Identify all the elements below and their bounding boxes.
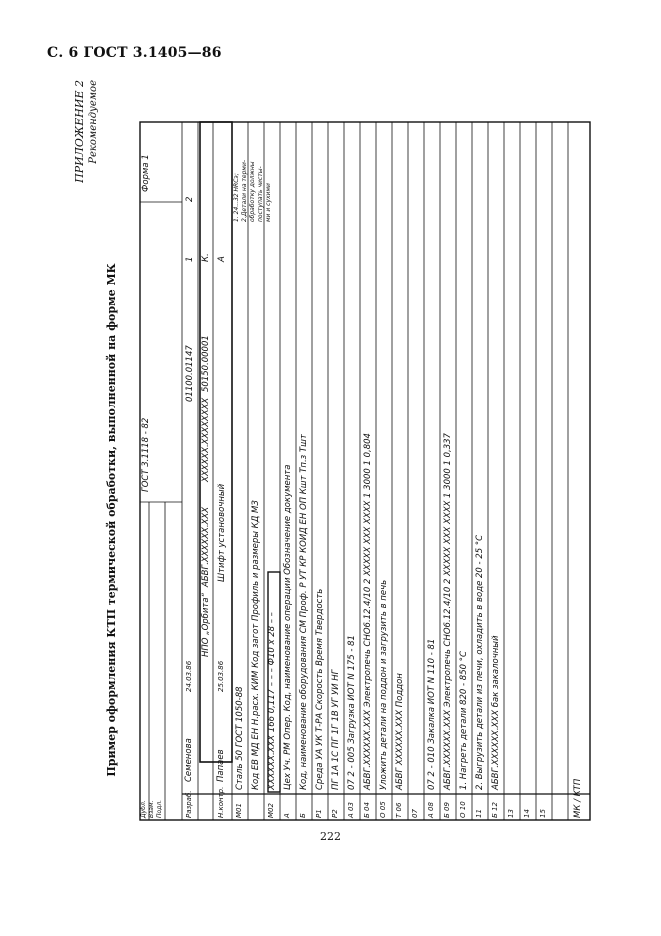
nkontr-label: Н.контр. (217, 786, 225, 818)
nkontr-date: 25.03.86 (217, 660, 225, 692)
note-line: 2.Детали на терми- (241, 159, 248, 222)
row-label: А 08 (427, 802, 435, 818)
row-label: Р1 (315, 809, 323, 818)
sheet-number: 2 (185, 196, 195, 202)
appendix-title: ПРИЛОЖЕНИЕ 2 (73, 80, 86, 183)
row-label: А (283, 813, 291, 818)
row-text: АБВГ ХХХХХХ.ХХХ Поддон (395, 673, 405, 790)
row-text: Уложить детали на поддон и загрузить в печь (379, 579, 389, 790)
page-number: 222 (320, 830, 341, 843)
detail-name: Штифт установочный (217, 483, 227, 582)
appendix-note: Рекомендуемое (88, 80, 99, 164)
row-label: Б (299, 813, 307, 818)
razrab-name: Семенова (184, 738, 194, 782)
doc-code2: ХХХХХХ.ХХХХХХХХ (201, 397, 211, 482)
stamp-label: Взам. (148, 800, 155, 818)
razrab-date: 24.03.86 (185, 660, 193, 692)
row-label: Б 12 (491, 802, 499, 818)
row-text: АБВГ.ХХХХХХ.ХХХ бак закалочный (491, 635, 501, 790)
appendix-label (73, 80, 105, 230)
row-label: Р2 (331, 809, 339, 818)
route-card-form (138, 120, 592, 822)
row-text: 07 2 - 010 Закалка ИОТ N 110 - 81 (427, 638, 437, 790)
stamp-label: Дубл. (140, 800, 147, 818)
row-label: О 10 (459, 801, 467, 818)
row-label: 13 (507, 809, 515, 818)
code4: 50150.00001 (201, 335, 211, 392)
row-text: ПГ 1А 1С ПГ 1Г 1В УГ УИ НГ (331, 669, 341, 790)
row-text: Среда УА УК Т-РА Скорость Время Твердость (315, 588, 325, 790)
row-text: АБВГ.ХХХХХХ.ХХХ Электропечь СНО6.12.4/10 2 ХХХХХ ХХХ ХХХХ 1 3000 1 0,804 (363, 433, 373, 790)
row-label: Т 06 (395, 802, 403, 818)
note-line: ми и сухими (265, 183, 272, 222)
k-label: К. (201, 253, 211, 262)
note-line: обработку должны (249, 161, 256, 222)
row-label: М02 (267, 803, 275, 818)
org-name: НПО „Орбита“ (201, 593, 211, 657)
row-text: Код, наименование оборудования СМ Проф. Р УТ КР КОИД ЕН ОП Кшт Тп.з Тшт (299, 434, 309, 790)
row-text: Цех Уч. РМ Опер. Код, наименование операции Обозначение документа (283, 464, 293, 790)
row-text: 2. Выгрузить детали из печи, охладить в воде 20 - 25 °С (475, 534, 485, 790)
razrab-label: Разраб. (185, 790, 193, 818)
nkontr-name: Папаев (216, 749, 226, 782)
caption-text: Пример оформления КТП термической обработки, выполненной на форме МК (105, 263, 118, 777)
row-label: Б 09 (443, 802, 451, 818)
note-line: 1. 24...32 HRCэ; (233, 173, 240, 222)
row-label: А 03 (347, 802, 355, 818)
doc-code: АБВГ.ХХХХХХ.ХХХ (201, 506, 211, 587)
form-footer: МК / КТП (573, 778, 583, 818)
row-label: М01 (235, 803, 243, 818)
row-text: 07 2 - 005 Загрузка ИОТ N 175 - 81 (347, 635, 357, 790)
figure-caption (100, 250, 124, 790)
page-header: С. 6 ГОСТ 3.1405—86 (47, 45, 222, 61)
row-text: Сталь 50 ГОСТ 1050-88 (235, 686, 245, 790)
form-gost: ГОСТ 3.1118 - 82 (141, 417, 151, 492)
a-label: А (217, 256, 227, 262)
row-text: 1. Нагреть детали 820 - 850 °С (459, 651, 469, 790)
row-label: О 05 (379, 801, 387, 818)
row-label: 15 (539, 809, 547, 818)
sheets-total: 1 (185, 256, 195, 262)
note-line: поступать чисты- (257, 166, 264, 222)
row-text: Код ЕВ МД ЕН Н.расх. КИМ Код загот Профиль и размеры КД МЗ (251, 500, 261, 790)
row-text: АБВГ.ХХХХХХ.ХХХ Электропечь СНО6.12.4/10 2 ХХХХХ ХХХ ХХХХ 1 3000 1 0,337 (443, 433, 453, 790)
form-forma: Форма 1 (141, 154, 151, 192)
row-label: 11 (475, 809, 483, 818)
row-label: Б 04 (363, 802, 371, 818)
stamp-label: Подл. (156, 799, 163, 818)
row-text: ХХХХХХ.ХХХ 166 0,117 – – – Ф10 х 28 – – (267, 612, 277, 790)
code3: 01100.01147 (185, 345, 195, 402)
row-label: 14 (523, 809, 531, 818)
row-label: 07 (411, 809, 419, 818)
